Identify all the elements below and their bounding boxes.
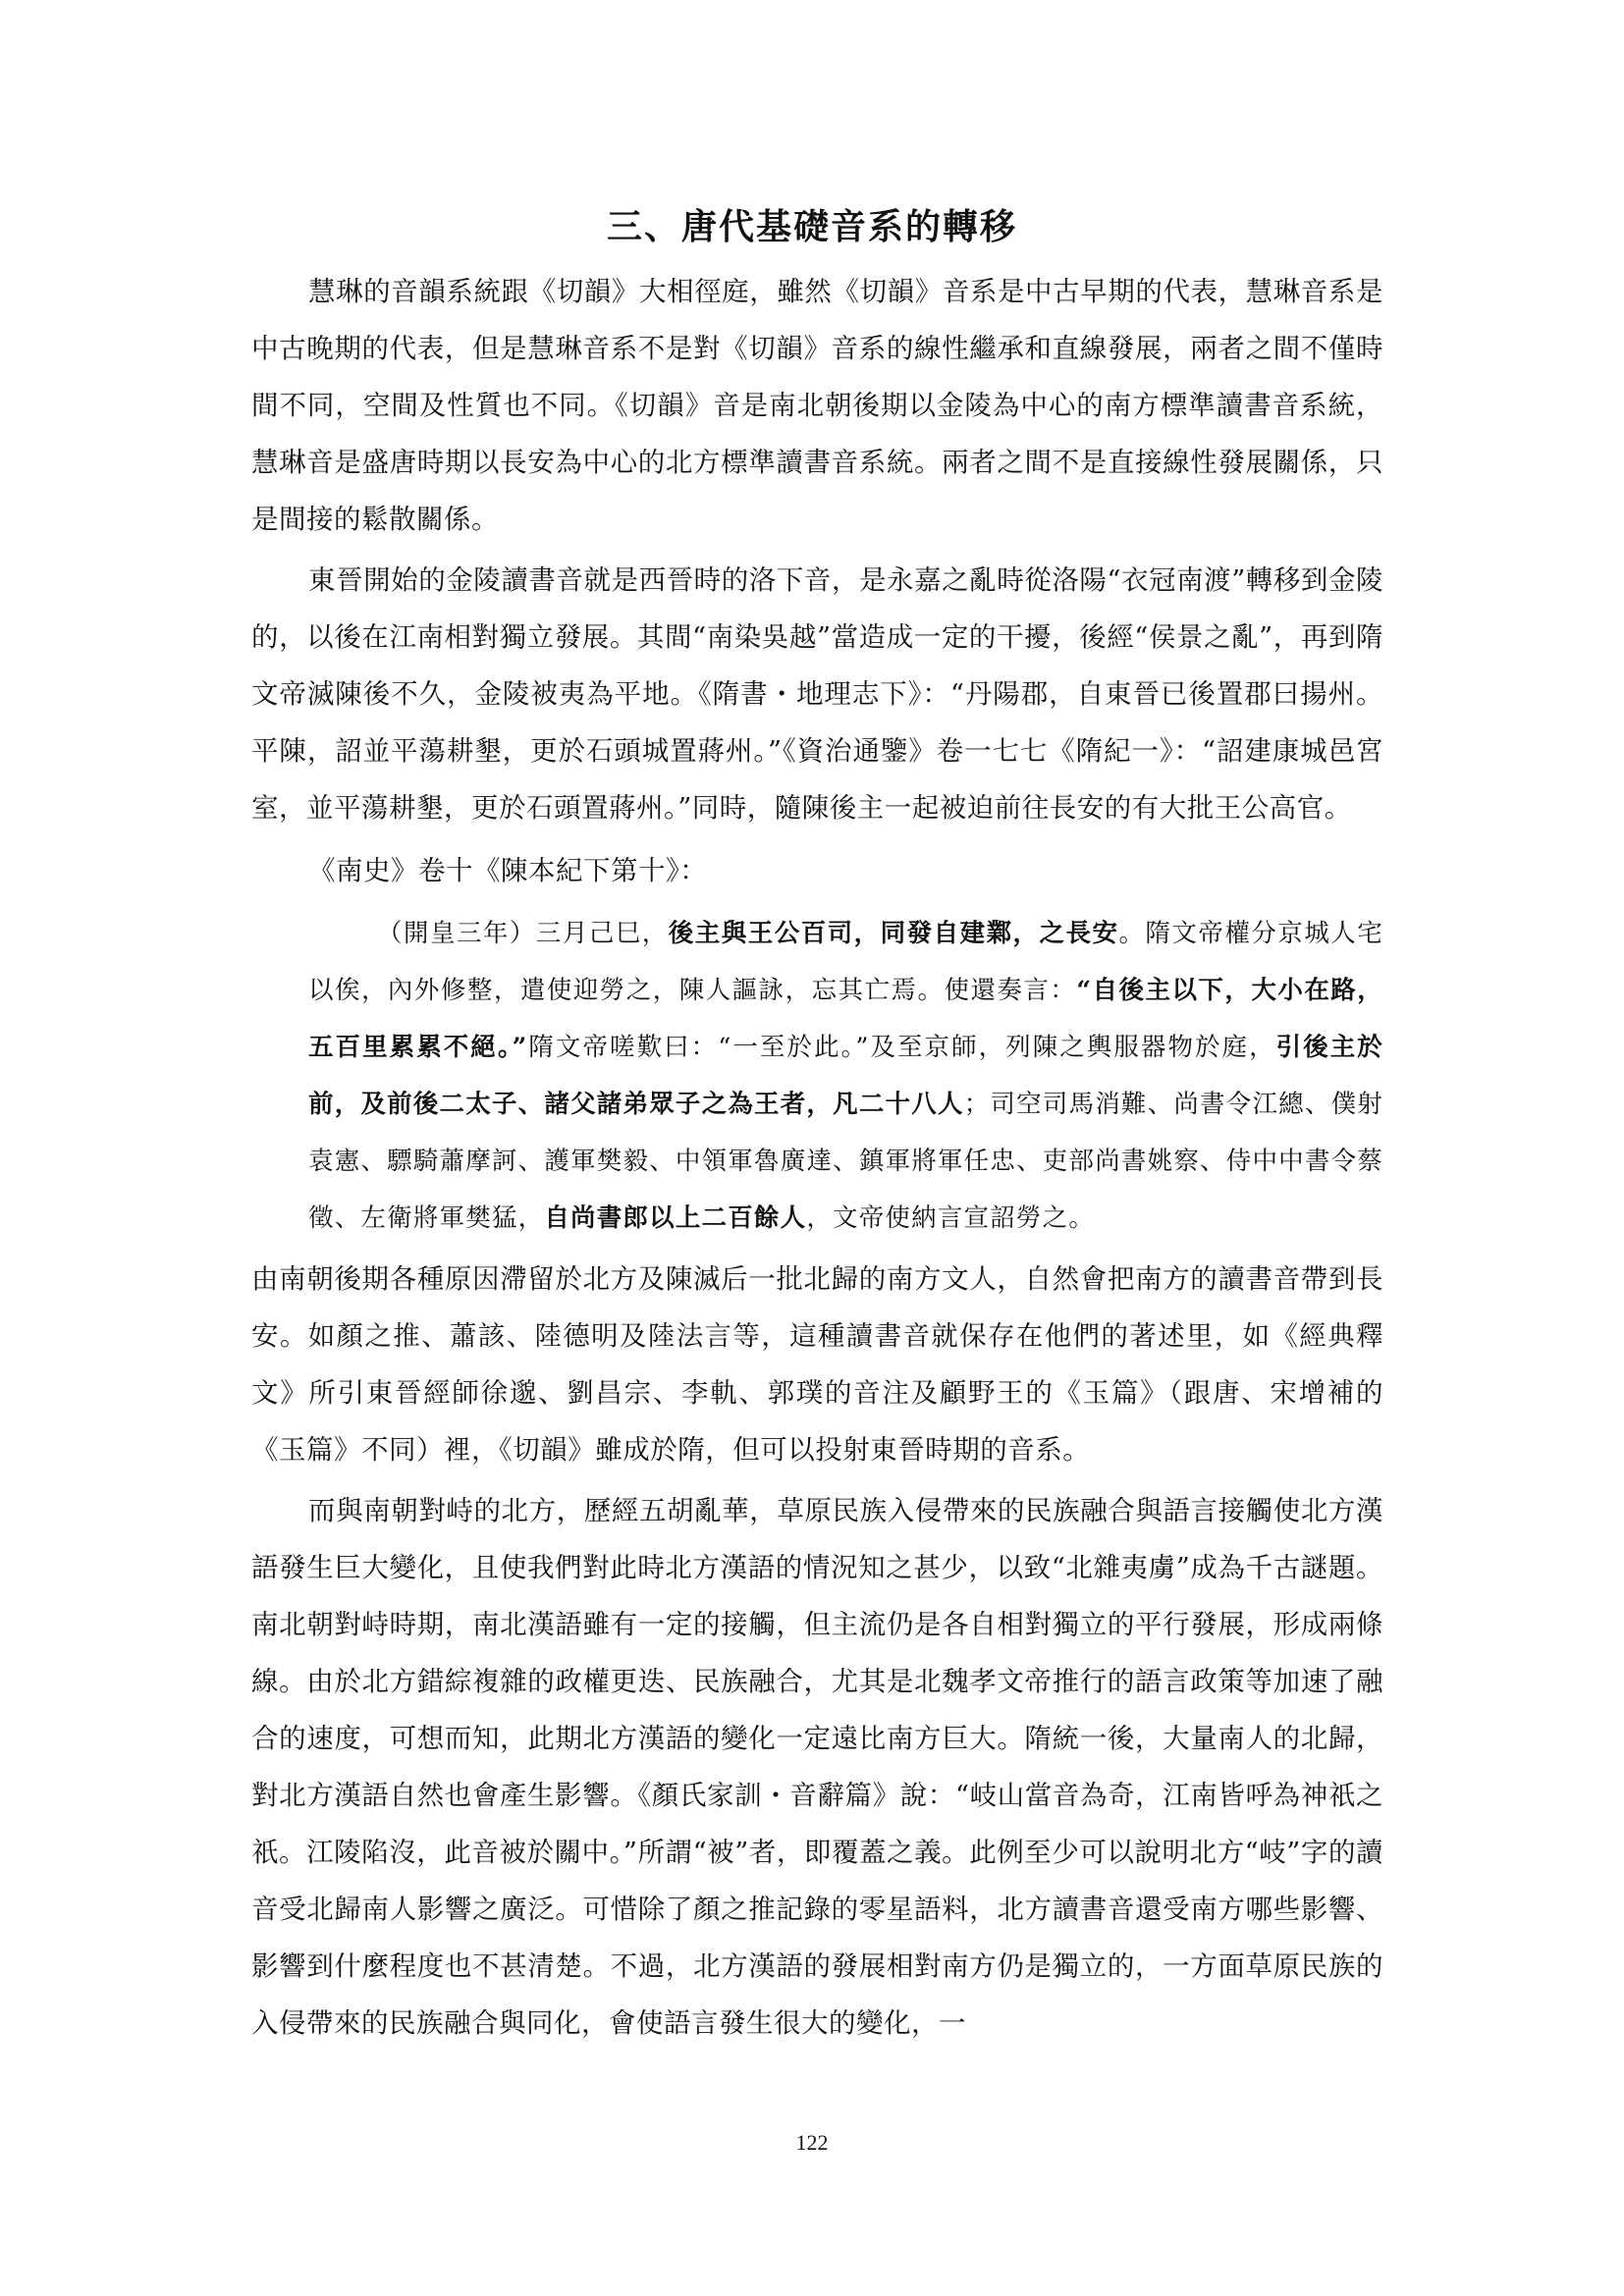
quote-segment: ，文帝使納言宣詔勞之。 bbox=[806, 1203, 1096, 1233]
paragraph-3: 由南朝後期各種原因滯留於北方及陳滅后一批北歸的南方文人，自然會把南方的讀書音帶到長安。如顏之推、蕭該、陸德明及陸法言等，這種讀書音就保存在他們的著述里，如《經典釋文》所引東晉經師徐邈、劉昌宗、李軌、郭璞的音注及顧野王的《玉篇》（跟唐、宋增補的《玉篇》不同）裡，《切韻》雖成於隋，但可以投射東晉時期的音系。 bbox=[251, 1263, 1383, 1466]
quote-segment-bold: “自後主以下，大小在路，五百里累累不絕。” bbox=[308, 976, 1383, 1062]
quote-source: 《南史》卷十《陳本紀下第十》： bbox=[308, 855, 708, 886]
paragraph-2: 東晉開始的金陵讀書音就是西晉時的洛下音，是永嘉之亂時從洛陽“衣冠南渡”轉移到金陵的，以後在江南相對獨立發展。其間“南染吳越”當造成一定的干擾，後經“侯景之亂”，再到隋文帝滅陳後不久，金陵被夷為平地。《隋書・地理志下》：“丹陽郡，自東晉已後置郡曰揚州。平陳，詔並平蕩耕墾，更於石頭城置蔣州。”《資治通鑒》卷一七七《隋紀一》：“詔建康城邑宮室，並平蕩耕墾，更於石頭置蔣州。”同時，隨陳後主一起被迫前往長安的有大批王公高官。 bbox=[251, 564, 1383, 824]
quote-segment: 。隋文帝權分京城人宅以俟，內外修整，遣使迎勞之，陳人謳詠，忘其亡焉。使還奏言： bbox=[308, 919, 1383, 1005]
body-text bbox=[251, 263, 1383, 2052]
page-number: 122 bbox=[795, 2130, 829, 2155]
paragraph-4: 而與南朝對峙的北方，歷經五胡亂華，草原民族入侵帶來的民族融合與語言接觸使北方漢語發生巨大變化，且使我們對此時北方漢語的情況知之甚少，以致“北雜夷虜”成為千古謎題。南北朝對峙時期，南北漢語雖有一定的接觸，但主流仍是各自相對獨立的平行發展，形成兩條線。由於北方錯綜複雜的政權更迭、民族融合，尤其是北魏孝文帝推行的語言政策等加速了融合的速度，可想而知，此期北方漢語的變化一定遠比南方巨大。隋統一後，大量南人的北歸，對北方漢語自然也會產生影響。《顏氏家訓・音辭篇》說：“岐山當音為奇，江南皆呼為神祇之祇。江陵陷沒，此音被於關中。”所謂“被”者，即覆蓋之義。此例至少可以說明北方“岐”字的讀音受北歸南人影響之廣泛。可惜除了顏之推記錄的零星語料，北方讀書音還受南方哪些影響、影響到什麼程度也不甚清楚。不過，北方漢語的發展相對南方仍是獨立的，一方面草原民族的入侵帶來的民族融合與同化，會使語言發生很大的變化，一 bbox=[251, 1495, 1383, 2039]
paragraph-1: 慧琳的音韻系統跟《切韻》大相徑庭，雖然《切韻》音系是中古早期的代表，慧琳音系是中古晚期的代表，但是慧琳音系不是對《切韻》音系的線性繼承和直線發展，兩者之間不僅時間不同，空間及性質也不同。《切韻》音是南北朝後期以金陵為中心的南方標準讀書音系統，慧琳音是盛唐時期以長安為中心的北方標準讀書音系統。兩者之間不是直接線性發展關係，只是間接的鬆散關係。 bbox=[251, 276, 1383, 535]
quote-segment: （開皇三年）三月己巳， bbox=[377, 919, 669, 948]
quote-segment-bold: 引後主於前，及前後二太子、諸父諸弟眾子之為王者，凡二十八人 bbox=[308, 1033, 1384, 1119]
quote-segment: ；司空司馬消難、尚書令江總、僕射袁憲、驃騎蕭摩訶、護軍樊毅、中領軍魯廣達、鎮軍將軍任忠、吏部尚書姚察、侍中中書令蔡徵、左衛將軍樊猛， bbox=[308, 1090, 1383, 1233]
quote-segment-bold: 後主與王公百司，同發自建鄴，之長安 bbox=[668, 919, 1119, 948]
quote-segment: 隋文帝嗟歎曰：“一至於此。”及至京師，列陳之輿服器物於庭， bbox=[527, 1033, 1276, 1062]
quote-segment-bold: 自尚書郎以上二百餘人 bbox=[544, 1203, 807, 1233]
section-title: 三、唐代基礎音系的轉移 bbox=[606, 207, 1017, 247]
block-quote bbox=[308, 905, 1383, 1247]
